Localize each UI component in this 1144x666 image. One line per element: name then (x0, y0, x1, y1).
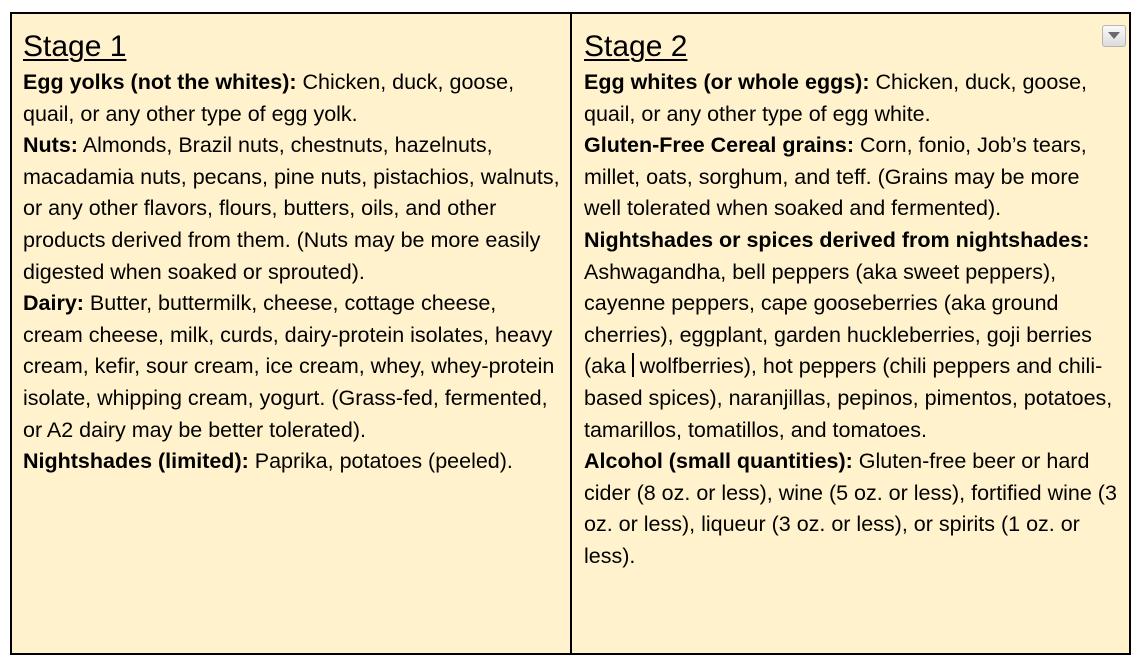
dairy-text: Butter, buttermilk, cheese, cottage cheese, cream cheese, milk, curds, dairy-protein isolates, heavy cream, kefir, sour cream, ice cream, whey, whey-protein isolate, whipping cream, yogurt. (Grass-fed, fermented, or A2 dairy may be better tolerated). (23, 291, 555, 442)
cell-dropdown-button[interactable] (1102, 25, 1126, 47)
stage-1-nightshades-limited (23, 446, 560, 478)
stage-2-alcohol (584, 446, 1119, 572)
stage-2-nightshades (584, 225, 1119, 446)
nightshades-text: Ashwagandha, bell peppers (aka sweet peppers), cayenne peppers, cape gooseberries (aka ground cherries), eggplant, garden huckleberries, goji berries (aka (584, 259, 1092, 379)
stage-2-cereal-grains (584, 130, 1119, 225)
cereal-grains-text: Corn, fonio, Job’s tears, millet, oats, sorghum, and teff. (Grains may be more well tolerated when soaked and fermented). (584, 133, 1087, 221)
nightshades-text-continued: wolfberries), hot peppers (chili peppers and chili-based spices), naranjillas, pepinos, pimentos, potatoes, tamarillos, tomatillos, and tomatoes. (584, 354, 1113, 442)
egg-whites-text: Chicken, duck, goose, quail, or any other type of egg white. (584, 70, 1087, 126)
nuts-text: Almonds, Brazil nuts, chestnuts, hazelnuts, macadamia nuts, pecans, pine nuts, pistachios, walnuts, or any other flavors, flours, butters, oils, and other products derived from them. (Nuts may be more easily digested when soaked or sprouted). (23, 133, 560, 284)
alcohol-label: Alcohol (small quantities): (584, 449, 853, 474)
cereal-grains-label: Gluten-Free Cereal grains: (584, 133, 855, 158)
stage-2-title: Stage 2 (584, 30, 688, 63)
stage-1-dairy (23, 288, 560, 446)
stage-2-egg-whites (584, 67, 1119, 130)
nightshades-limited-text: Paprika, potatoes (peeled). (248, 449, 513, 474)
stage-1-title: Stage 1 (23, 30, 127, 63)
nightshades-limited-label: Nightshades (limited): (23, 449, 249, 474)
egg-yolks-text: Chicken, duck, goose, quail, or any other type of egg yolk. (23, 70, 515, 126)
stage-2-cell[interactable] (572, 14, 1129, 653)
egg-yolks-label: Egg yolks (not the whites): (23, 70, 297, 94)
chevron-down-icon (1108, 32, 1120, 40)
stage-1-cell[interactable] (12, 14, 572, 653)
stage-1-egg-yolks (23, 67, 560, 130)
dairy-label: Dairy: (23, 291, 84, 316)
nightshades-label: Nightshades or spices derived from nightshades: (584, 227, 1090, 252)
alcohol-text: Gluten-free beer or hard cider (8 oz. or less), wine (5 oz. or less), fortified wine (3 oz. or less), liqueur (3 oz. or less), or spirits (1 oz. or less). (584, 449, 1117, 568)
stage-1-nuts (23, 130, 560, 288)
stages-table (10, 12, 1131, 655)
egg-whites-label: Egg whites (or whole eggs): (584, 70, 870, 94)
nuts-label: Nuts: (23, 133, 78, 158)
